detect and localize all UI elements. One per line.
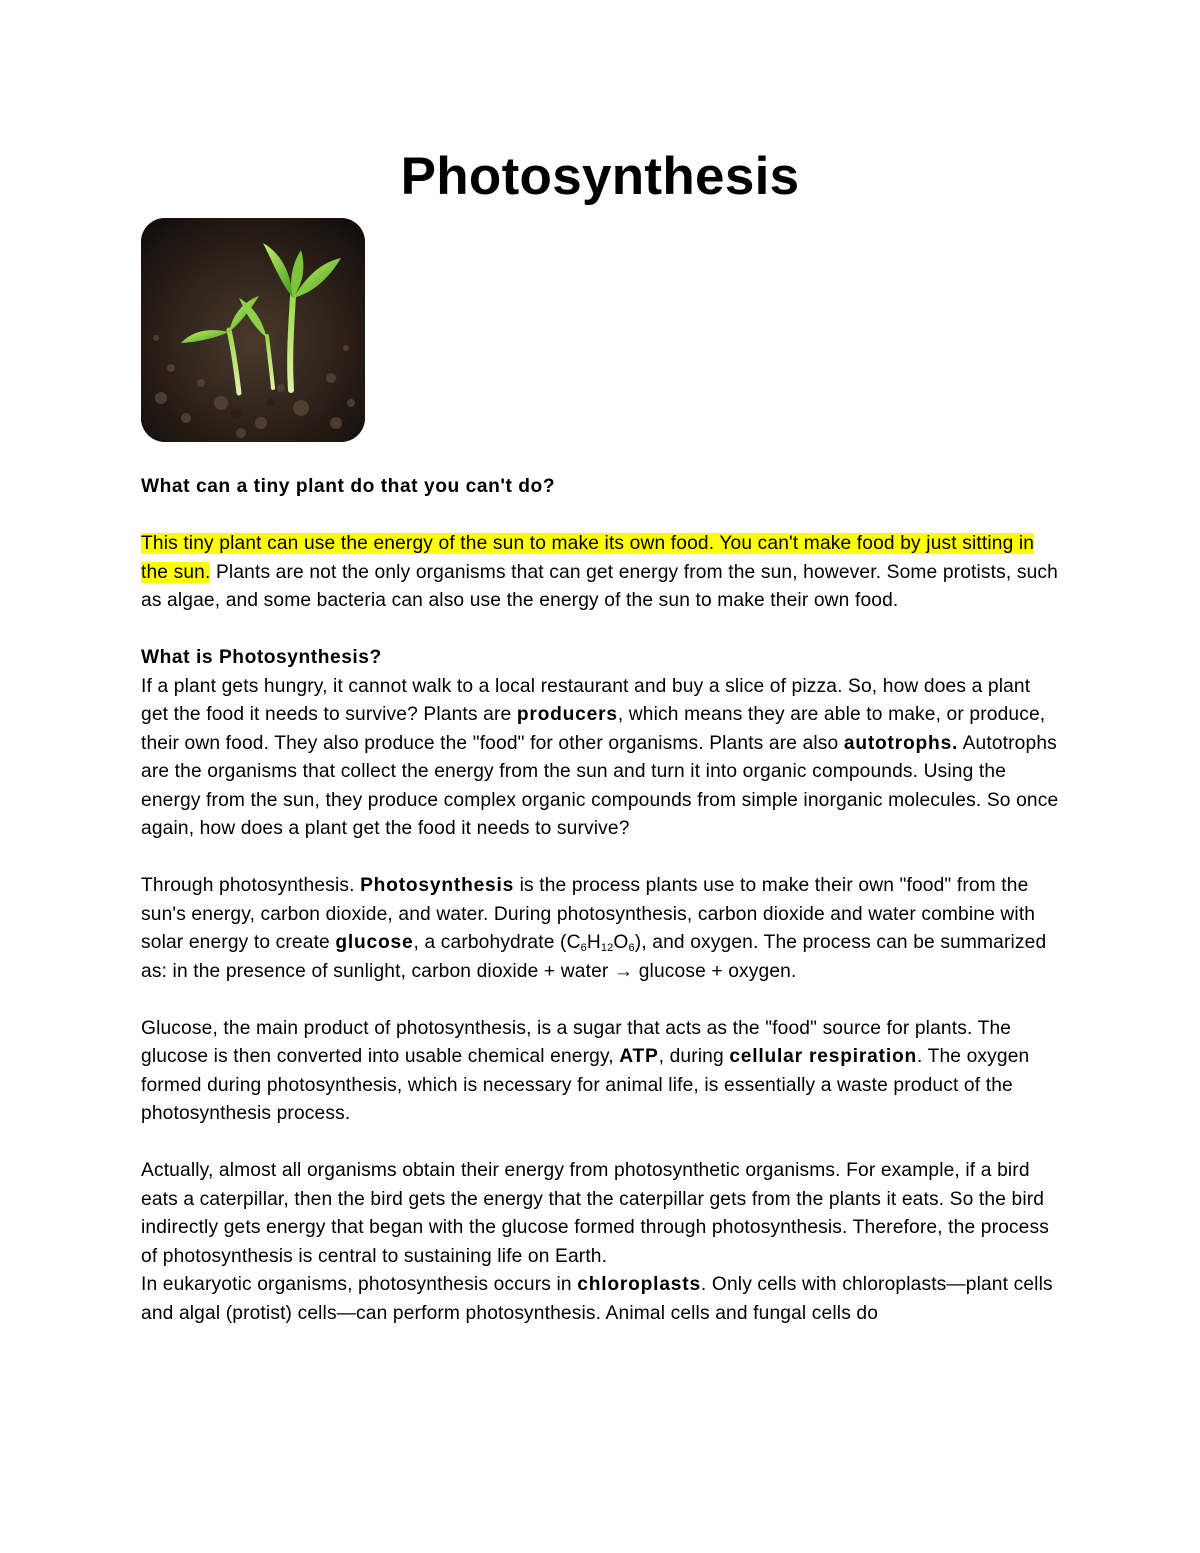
highlighted-text: This tiny plant can use the energy of the sun to make its own food. You can't make food by just sitting in the sun. — [141, 533, 1035, 583]
paragraph-text: H — [586, 932, 601, 953]
paragraph-glucose — [141, 1015, 1059, 1129]
subscript: 12 — [600, 942, 614, 954]
seedling-icon — [141, 218, 365, 442]
paragraph-text: O — [613, 932, 629, 953]
term-glucose: glucose — [335, 932, 414, 953]
paragraph-text: Glucose, the main product of photosynthesis, is a sugar that acts as the "food" source for plants. The glucose is then converted into usable chemical energy, — [141, 1017, 1012, 1067]
term-producers: producers — [516, 704, 618, 725]
paragraph-text: Autotrophs are the organisms that collect the energy from the sun and turn it into organic compounds. Using the energy from the sun, they produce complex organic compounds from simple inorganic molecules. So once again, how does a plant get the food it needs to survive? — [141, 732, 1059, 839]
section-heading: What is Photosynthesis? — [141, 647, 382, 668]
term-atp: ATP — [619, 1046, 659, 1067]
paragraph-text: If a plant gets hungry, it cannot walk to a local restaurant and buy a slice of pizza. So, how does a plant get the food it needs to survive? Plants are — [141, 675, 1031, 725]
subscript: 6 — [580, 942, 587, 954]
paragraph-photosynthesis — [141, 872, 1059, 986]
page-title: Photosynthesis — [400, 147, 800, 206]
term-autotrophs: autotrophs. — [843, 732, 959, 754]
paragraph-text: is the process plants use to make their own "food" from the sun's energy, carbon dioxide, and water. During photosynthesis, carbon dioxide and water combine with solar energy to create — [141, 875, 1036, 953]
paragraph-text: , during — [658, 1046, 730, 1067]
term-photosynthesis: Photosynthesis — [360, 875, 515, 896]
seedling-photo — [141, 218, 365, 442]
paragraph-text: , which means they are able to make, or produce, their own food. They also produce the "food" for other organisms. Plants are also — [141, 704, 1046, 754]
paragraph-text: Through photosynthesis. — [141, 875, 361, 896]
document-body — [141, 473, 1059, 1328]
paragraph-text: . Only cells with chloroplasts—plant cells and algal (protist) cells—can perform photosynthesis. Animal cells and fungal cells do — [141, 1274, 1053, 1324]
paragraph-text: In eukaryotic organisms, photosynthesis occurs in — [141, 1274, 578, 1295]
paragraph-text: Actually, almost all organisms obtain their energy from photosynthetic organisms. For example, if a bird eats a caterpillar, then the bird gets the energy that the caterpillar gets from the plants it eats. So the bird indirectly gets energy that began with the glucose formed through photosynthesis. Therefore, the process of photosynthesis is central to sustaining life on Earth. — [141, 1160, 1049, 1267]
paragraph-text: Plants are not the only organisms that can get energy from the sun, however. Some protists, such as algae, and some bacteria can also use the energy of the sun to make their own food. — [141, 561, 1058, 611]
paragraph-chloroplasts — [141, 1271, 1059, 1328]
intro-paragraph — [141, 530, 1059, 616]
paragraph-producers — [141, 673, 1059, 844]
term-cellular-respiration: cellular respiration — [729, 1046, 917, 1067]
paragraph-text: . The oxygen formed during photosynthesis, which is necessary for animal life, is essentially a waste product of the photosynthesis process. — [141, 1046, 1030, 1124]
paragraph-energy-chain — [141, 1157, 1059, 1271]
question-heading: What can a tiny plant do that you can't do? — [141, 476, 556, 497]
paragraph-text: , a carbohydrate (C — [413, 932, 581, 953]
paragraph-text: ), and oxygen. The process can be summarized as: in the presence of sunlight, carbon dioxide + water → glucose + oxygen. — [141, 932, 1047, 982]
subscript: 6 — [628, 942, 635, 954]
term-chloroplasts: chloroplasts — [577, 1274, 701, 1295]
